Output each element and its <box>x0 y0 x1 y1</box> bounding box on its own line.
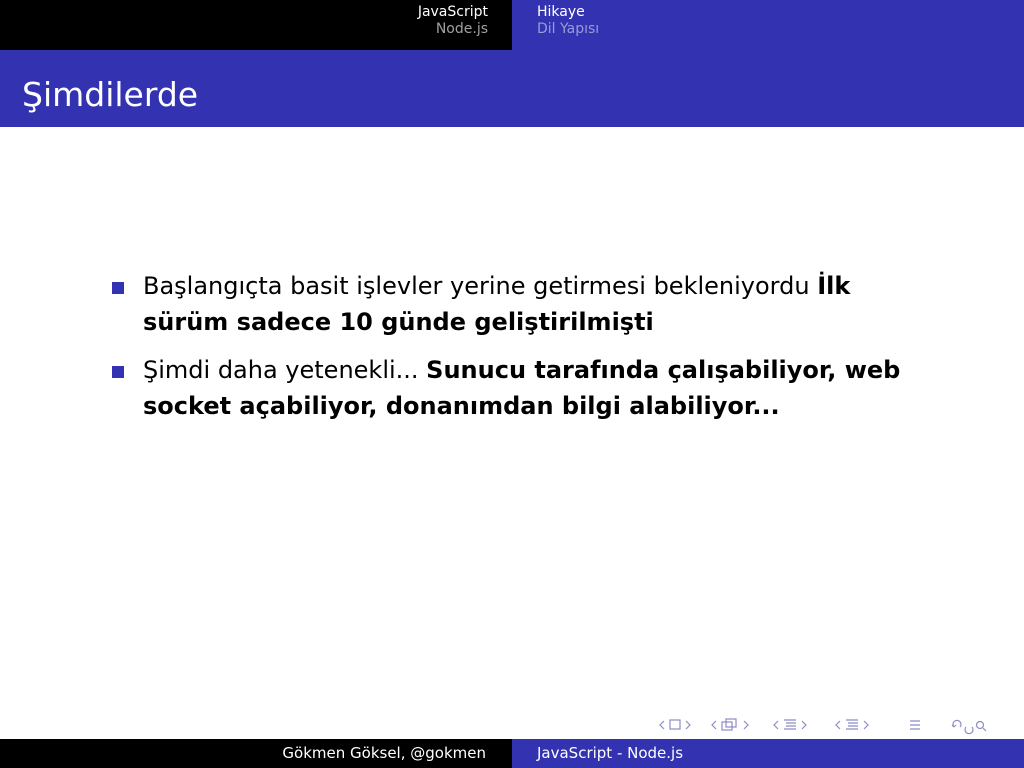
nav-right-arrow-icon[interactable] <box>864 721 868 729</box>
nav-subsection-title[interactable]: Node.js <box>435 21 488 37</box>
footer <box>0 739 1024 768</box>
frame-title: Şimdilerde <box>0 50 1024 127</box>
bullet-marker-icon <box>112 366 124 378</box>
nav-right-arrow-icon[interactable] <box>686 721 690 729</box>
nav-section-left[interactable] <box>0 0 512 50</box>
section-icon[interactable] <box>846 720 858 729</box>
nav-symbols-svg <box>654 714 1016 736</box>
nav-section-title[interactable]: JavaScript <box>417 4 488 20</box>
frame-icon[interactable] <box>722 719 736 730</box>
nav-section-title[interactable]: Hikaye <box>537 4 585 20</box>
nav-section-right[interactable] <box>512 0 1024 50</box>
align-icon[interactable] <box>910 721 920 729</box>
footer-title: JavaScript - Node.js <box>512 739 1024 768</box>
nav-left-arrow-icon[interactable] <box>712 721 716 729</box>
bullet-text-bold: İlk sürüm sadece 10 günde geliştirilmişti <box>143 272 851 336</box>
bullet-marker-icon <box>112 282 124 294</box>
bullet-item <box>112 352 932 424</box>
frame-icon[interactable] <box>670 720 680 729</box>
beamer-navigation-symbols <box>654 714 1016 736</box>
bullet-text-bold: Sunucu tarafında çalışabiliyor, web socket açabiliyor, donanımdan bilgi alabiliyor... <box>143 356 901 420</box>
nav-left-arrow-icon[interactable] <box>836 721 840 729</box>
bullet-text: Şimdi daha yetenekli... <box>143 356 427 384</box>
bullet-list <box>112 268 932 436</box>
bullet-item <box>112 268 932 340</box>
search-icon[interactable] <box>952 720 986 733</box>
nav-right-arrow-icon[interactable] <box>802 721 806 729</box>
nav-left-arrow-icon[interactable] <box>774 721 778 729</box>
navigation-bar <box>0 0 1024 50</box>
nav-left-arrow-icon[interactable] <box>660 721 664 729</box>
nav-right-arrow-icon[interactable] <box>744 721 748 729</box>
subsection-icon[interactable] <box>784 720 796 729</box>
footer-author: Gökmen Göksel, @gokmen <box>0 739 512 768</box>
bullet-text: Başlangıçta basit işlevler yerine getirmesi bekleniyordu <box>143 272 818 300</box>
nav-subsection-title[interactable]: Dil Yapısı <box>537 21 600 37</box>
